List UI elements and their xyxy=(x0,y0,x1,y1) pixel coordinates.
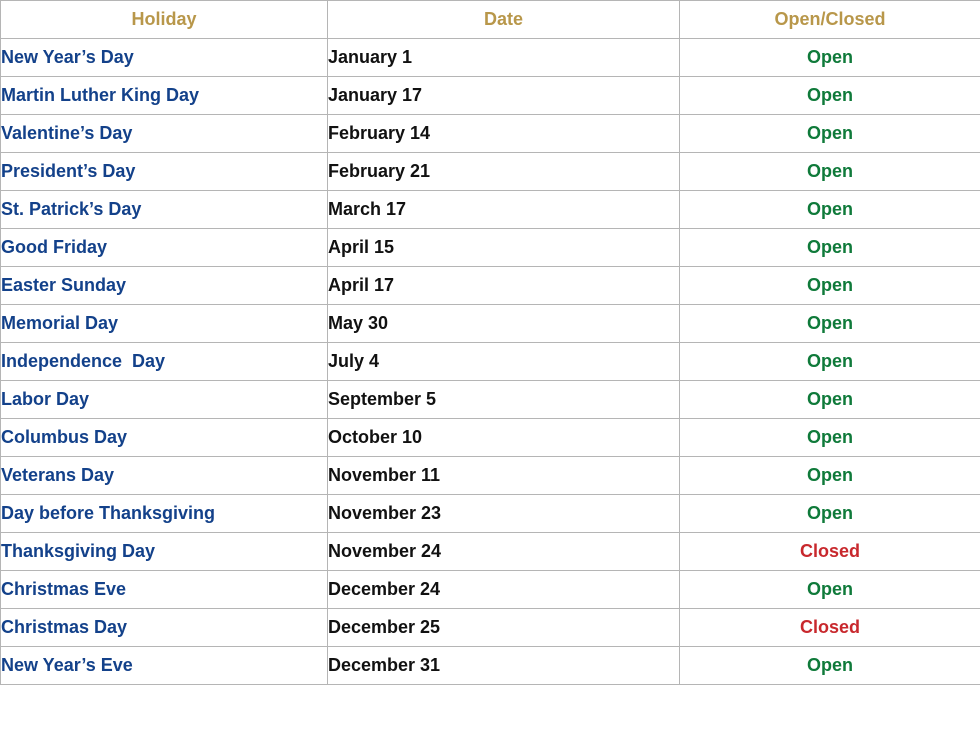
table-row xyxy=(1,305,980,343)
holiday-name-cell: Independence Day xyxy=(1,343,328,381)
holiday-name-cell: Veterans Day xyxy=(1,457,328,495)
table-row xyxy=(1,343,980,381)
holiday-date-cell: December 31 xyxy=(328,647,680,685)
table-row xyxy=(1,533,980,571)
holiday-name-cell: Columbus Day xyxy=(1,419,328,457)
holiday-name-cell: Valentine’s Day xyxy=(1,115,328,153)
holiday-date-cell: April 17 xyxy=(328,267,680,305)
holiday-name-cell: Day before Thanksgiving xyxy=(1,495,328,533)
holiday-name-cell: New Year’s Day xyxy=(1,39,328,77)
holiday-date-cell: November 23 xyxy=(328,495,680,533)
holiday-date-cell: October 10 xyxy=(328,419,680,457)
status-cell: Closed xyxy=(680,533,980,571)
holiday-name-cell: Christmas Eve xyxy=(1,571,328,609)
holiday-date-cell: December 25 xyxy=(328,609,680,647)
holiday-date-cell: December 24 xyxy=(328,571,680,609)
holiday-name-cell: St. Patrick’s Day xyxy=(1,191,328,229)
status-cell: Open xyxy=(680,343,980,381)
header-date: Date xyxy=(328,1,680,39)
holiday-name-cell: Memorial Day xyxy=(1,305,328,343)
holiday-date-cell: March 17 xyxy=(328,191,680,229)
status-cell: Open xyxy=(680,647,980,685)
status-cell: Open xyxy=(680,495,980,533)
table-row xyxy=(1,495,980,533)
table-row xyxy=(1,39,980,77)
status-cell: Open xyxy=(680,77,980,115)
holiday-date-cell: February 21 xyxy=(328,153,680,191)
holiday-name-cell: Martin Luther King Day xyxy=(1,77,328,115)
holiday-date-cell: April 15 xyxy=(328,229,680,267)
holiday-name-cell: Christmas Day xyxy=(1,609,328,647)
holiday-date-cell: July 4 xyxy=(328,343,680,381)
holiday-date-cell: November 11 xyxy=(328,457,680,495)
holiday-name-cell: President’s Day xyxy=(1,153,328,191)
status-cell: Open xyxy=(680,457,980,495)
table-row xyxy=(1,115,980,153)
holiday-name-cell: Good Friday xyxy=(1,229,328,267)
status-cell: Open xyxy=(680,153,980,191)
status-cell: Closed xyxy=(680,609,980,647)
table-body xyxy=(1,39,980,685)
holiday-date-cell: January 1 xyxy=(328,39,680,77)
holiday-date-cell: November 24 xyxy=(328,533,680,571)
table-row xyxy=(1,153,980,191)
table-row xyxy=(1,419,980,457)
table-row xyxy=(1,229,980,267)
status-cell: Open xyxy=(680,115,980,153)
table-row xyxy=(1,571,980,609)
holiday-name-cell: Thanksgiving Day xyxy=(1,533,328,571)
holiday-date-cell: January 17 xyxy=(328,77,680,115)
holiday-date-cell: February 14 xyxy=(328,115,680,153)
status-cell: Open xyxy=(680,571,980,609)
status-cell: Open xyxy=(680,381,980,419)
table-row xyxy=(1,191,980,229)
header-open-closed: Open/Closed xyxy=(680,1,980,39)
table-row xyxy=(1,267,980,305)
holiday-name-cell: Labor Day xyxy=(1,381,328,419)
table-row xyxy=(1,609,980,647)
status-cell: Open xyxy=(680,229,980,267)
table-row xyxy=(1,647,980,685)
table-row xyxy=(1,457,980,495)
table-header-row xyxy=(1,1,980,39)
holiday-name-cell: New Year’s Eve xyxy=(1,647,328,685)
holiday-date-cell: September 5 xyxy=(328,381,680,419)
header-holiday: Holiday xyxy=(1,1,328,39)
status-cell: Open xyxy=(680,419,980,457)
table-row xyxy=(1,77,980,115)
status-cell: Open xyxy=(680,191,980,229)
status-cell: Open xyxy=(680,305,980,343)
status-cell: Open xyxy=(680,39,980,77)
status-cell: Open xyxy=(680,267,980,305)
table-row xyxy=(1,381,980,419)
holiday-name-cell: Easter Sunday xyxy=(1,267,328,305)
holiday-date-cell: May 30 xyxy=(328,305,680,343)
